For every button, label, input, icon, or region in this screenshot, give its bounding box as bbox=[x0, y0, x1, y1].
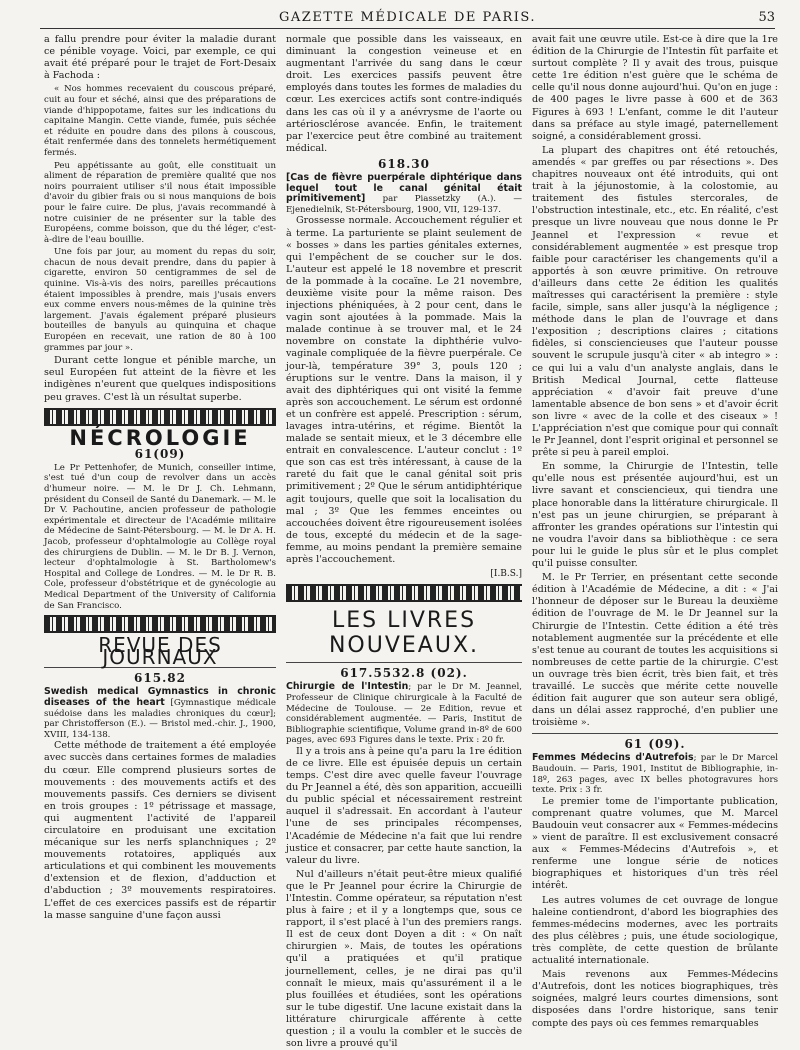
section-title-line: NOUVEAUX. bbox=[328, 633, 480, 659]
article-heading bbox=[286, 682, 522, 746]
paragraph: Nul d'ailleurs n'était peut-être mieux qualifié que le Pr Jeannel pour écrire la Chirurgie de l'Intestin. Comme opérateur, sa réputation n'est plus à faire ; et il y a longtemps que, sous ce rapport, il s'est placé à l'un des premiers rangs. Il est de ceux dont Doyen a dit : « On naît chirurgien ». Mais, de toutes les opérations qu'il a pratiquées et qu'il pratique journellement, celles, je ne dirai pas qu'il connaît le mieux, mais qu'assurément il a le plus fouillées et étudiées, sont les opérations sur le tube digestif. Une lacune existait dans la littérature chirurgicale afférente à cette question ; il a voulu la combler et le succès de son livre a prouvé qu'il bbox=[286, 868, 522, 1050]
quote-paragraph: « Nos hommes recevaient du couscous préparé, cuit au four et séché, ainsi que des préparations de viande d'hippopotame, faites sur les indications du capitaine Mangin. Cette viande, fumée, puis séchée et réduite en poudre dans des pilons à couscous, était renfermée dans des tonnelets hermétiquement fermés. bbox=[44, 84, 276, 158]
divider bbox=[532, 733, 778, 734]
page-number: 53 bbox=[758, 10, 775, 25]
article-title: Femmes Médecins d'Autrefois bbox=[532, 752, 694, 764]
paragraph: Mais revenons aux Femmes-Médecins d'Autrefois, dont les notices biographiques, très soignées, malgré leurs courtes dimensions, sont disposées dans l'ordre historique, sans tenir compte des pays où ces femmes remarquables bbox=[532, 969, 778, 1029]
section-title-necrologie: NÉCROLOGIE bbox=[69, 425, 251, 450]
paragraph: En somme, la Chirurgie de l'Intestin, telle qu'elle nous est présentée aujourd'hui, est un livre savant et consciencieux, qui tiendra une place honorable dans la littérature chirurgicale. Il n'est pas un jeune chirurgien, se préparant à affronter les grandes opérations sur l'intestin qui ne voudra l'avoir dans sa bibliothèque : ce sera pour lui le guide le plus sûr et le plus complet qu'il puisse consulter. bbox=[532, 461, 778, 570]
quote-paragraph: Une fois par jour, au moment du repas du soir, chacun de nous devait prendre, dans du papier à cigarette, environ 50 centigrammes de sel de quinine. Vis-à-vis des noirs, pareilles précautions étaient impossibles à prendre, mais j'usais envers eux comme envers nous-mêmes de la quinine très largement. J'avais également préparé plusieurs bouteilles de banyuls au quinquina et chaque Européen en recevait, une ration de 80 à 100 grammes par jour ». bbox=[44, 247, 276, 353]
article-title: [Cas de fièvre puerpérale diphtérique dans lequel tout le canal génital était primitivement] bbox=[286, 172, 522, 205]
section-number: 617.5532.8 (02). bbox=[340, 666, 468, 681]
paragraph: normale que possible dans les vaisseaux, en diminuant la congestion veineuse et en augmentant l'arrivée du sang dans le cœur droit. Les exercices passifs peuvent être employés dans toutes les formes de maladies du cœur. Les exercices actifs sont contre-indiqués dans les cas où il y a anévrysme de l'aorte ou artériosclérose avancée. Enfin, le traitement par l'exercice peut être combiné au traitement médical. bbox=[286, 34, 522, 154]
paragraph: M. le Pr Terrier, en présentant cette seconde édition à l'Académie de Médecine, a dit : « J'ai l'honneur de déposer sur le Bureau la deuxième édition de l'ouvrage de M. le Dr Jeannel sur la Chirurgie de l'Intestin. Cette édition a été très notablement augmentée sur la précédente et elle s'est tenue au courant de toutes les acquisitions si nombreuses de cette partie de la chirurgie. C'est un ouvrage très bien écrit, très bien fait, et très travaillé. Le succès que mérite cette nouvelle édition fait augurer que son auteur sera obligé, dans un délai assez rapproché, d'en publier une troisième ». bbox=[532, 572, 778, 729]
paragraph: avait fait une œuvre utile. Est-ce à dire que la 1re édition de la Chirurgie de l'Intestin fût parfaite et surtout complète ? Il y avait des trous, puisque cette 1re édition n'est guère que le schéma de celle qu'il nous donne aujourd'hui. Qu'on en juge : de 400 pages le livre passe à 600 et de 363 Figures à 693 ! L'enfant, comme le dit l'auteur dans sa préface au style imagé, paternellement soigné, a considérablement grossi. bbox=[532, 34, 778, 142]
section-number: 615.82 bbox=[134, 671, 186, 686]
article-title: Swedish medical Gymnastics in chronic diseases of the heart bbox=[44, 686, 276, 708]
signature: [I.B.S.] bbox=[490, 569, 522, 580]
article-heading bbox=[286, 173, 522, 215]
paragraph: Cette méthode de traitement a été employée avec succès dans certaines formes de maladies du cœur. Elle comprend plusieurs sortes de mouvements : des mouvements actifs et des mouvements passifs. Ces derniers se divisent en trois groupes : 1º pétrissage et massage, qui augmentent l'activité de l'appareil circulatoire en produisant une excitation mécanique sur les nerfs splanchniques ; 2º mouvements rotatoires, appliqués aux articulations et qui combinent les mouvements d'extension et de flexion, d'adduction et d'abduction ; 3º mouvements respiratoires. L'effet de ces exercices passifs est de répartir la masse sanguine d'une façon aussi bbox=[44, 740, 276, 921]
quote-paragraph: Peu appétissante au goût, elle constituait un aliment de réparation de première qualité que nos noirs pourraient utiliser s'il nous était impossible d'avoir du gibier frais ou si nous manquions de bois pour le faire cuire. De plus, j'avais recommandé à notre cuisinier de ne présenter sur la table des Européens, comme boisson, que du thé léger, c'est-à-dire de l'eau bouillie. bbox=[44, 160, 276, 245]
article-reference: ; par le Dr Marcel Baudouin. — Paris, 1901, Institut de Bibliographie, in-18º, 263 pages, avec IX belles photogravures hors texte. Prix : 3 fr. bbox=[532, 753, 778, 796]
paragraph: Les autres volumes de cet ouvrage de longue haleine contiendront, d'abord les biographies des femmes-médecins modernes, avec les portraits des plus célèbres ; puis, une étude sociologique, très complète, de cette question de brûlante actualité internationale. bbox=[532, 894, 778, 967]
section-title-revue: REVUE DES JOURNAUX bbox=[98, 633, 222, 670]
paragraph: Durant cette longue et pénible marche, un seul Européen fut atteint de la fièvre et les indigènes n'eurent que quelques indispositions peu graves. C'est là un résultat superbe. bbox=[44, 355, 276, 403]
section-number: 618.30 bbox=[378, 156, 430, 171]
paragraph: Grossesse normale. Accouchement régulier et à terme. La parturiente se plaint seulement de « bosses » dans les parties génitales externes, qui l'empêchent de se coucher sur le dos. L'auteur est appelé le 18 novembre et prescrit de la pommade à la cocaïne. Le 21 novembre, deuxième visite pour la même raison. Des injections phéniquées, à 2 pour cent, dans le vagin sont ajoutées à la pommade. Mais la malade continue à se trouver mal, et le 24 novembre on constate la diphthérie vulvo-vaginale compliquée de la fièvre puerpérale. Ce jour-là, température 39° 3, pouls 120 ; éruptions sur le ventre. Dans la maison, il y avait des diphtériques qui ont visité la femme après son accouchement. Le sérum est ordonné et un confrère est appelé. Prescription : sérum, lavages intra-utérins, et régime. Bientôt la malade se sentait mieux, et le 3 décembre elle entrait en convalescence. L'auteur conclut : 1º que son cas est très intéressant, à cause de la rareté du fait que le canal génital soit pris primitivement ; 2º Que le sérum antidiphtérique agit toujours, quelle que soit la localisation du mal ; 3º Que les femmes enceintes ou accouchées doivent être rigoureusement isolées de tous, excepté du médecin et de la sage-femme, au moins pendant la première semaine après l'accouchement. bbox=[286, 215, 522, 566]
paragraph: Le premier tome de l'importante publication, comprenant quatre volumes, que M. Marcel Baudouin veut consacrer aux « Femmes-médecins » vient de paraître. Il est exclusivement consacré aux « Femmes-Médecins d'Autrefois », et renferme une longue série de notices biographiques et historiques d'un très réel intérêt. bbox=[532, 795, 778, 892]
page-header bbox=[40, 8, 775, 29]
column-right bbox=[532, 34, 778, 1029]
article-heading bbox=[44, 687, 276, 740]
ornament-band bbox=[286, 584, 522, 602]
paragraph: La plupart des chapitres ont été retouchés, amendés « par greffes ou par résections ». Des chapitres nouveaux ont été introduits, qui ont trait à la jéjunostomie, à la colostomie, au traitement des fistules stercorales, de l'obstruction intestinale, etc., etc. En réalité, c'est presque un livre nouveau que nous donne le Pr Jeannel et l'expression « revue et considérablement augmentée » est presque trop faible pour caractériser les changements qu'il a apportés à son œuvre primitive. On retrouve d'ailleurs dans cette 2e édition les qualités maîtresses qui caractérisent la première : style facile, simple, sans aller jusqu'à la négligence ; méthode dans le plan de l'ouvrage et dans l'exposition ; descriptions claires ; citations fidèles, si consciencieuses que l'auteur pousse souvent le scrupule jusqu'à citer « ab integro » : ce qui lui a valu d'un analyste anglais, dans le British Medical Journal, cette flatteuse appréciation « d'avoir fait preuve d'une lamentable absence de bon sens » et d'avoir écrit son livre « avec de la colle et des ciseaux » ! L'appréciation n'est que comique pour qui connaît le Pr Jeannel, dont l'esprit original et personnel se prête si peu à pareil emploi. bbox=[532, 144, 778, 459]
ornament-band bbox=[44, 408, 276, 426]
section-number: 61 (09). bbox=[624, 737, 686, 752]
article-heading bbox=[532, 753, 778, 795]
column-left bbox=[44, 34, 276, 974]
divider bbox=[286, 662, 522, 663]
journal-title: GAZETTE MÉDICALE DE PARIS. bbox=[279, 10, 536, 25]
section-title-livres bbox=[286, 608, 522, 658]
column-middle bbox=[286, 34, 522, 1050]
article-reference: ; par le Dr M. Jeannel, Professeur de Clinique chirurgicale à la Faculté de Médecine de Toulouse. — 2e Edition, revue et considérablement augmentée. — Paris, Institut de Bibliographie scientifique, Volume grand in-8º de 600 pages, avec 693 Figures dans le texte. Prix : 20 fr. bbox=[286, 682, 522, 746]
article-title: Chirurgie de l'Intestin bbox=[286, 681, 409, 693]
article-reference: par Piassetzky (A.). — Ejenedielnik, St-Pétersbourg, 1900, VII, 129-137. bbox=[286, 194, 522, 215]
paragraph: a fallu prendre pour éviter la maladie durant ce pénible voyage. Voici, par exemple, ce qui avait été préparé pour le trajet de Fort-Desaix à Fachoda : bbox=[44, 34, 276, 82]
section-title-line: LES LIVRES bbox=[331, 608, 477, 634]
paragraph: Il y a trois ans à peine qu'a paru la 1re édition de ce livre. Elle est épuisée depuis un certain temps. C'est dire avec quelle faveur l'ouvrage du Pr Jeannel a été, dès son apparition, accueilli du public spécial et nécessairement restreint auquel il s'adressait. En accordant à l'auteur l'une de ses principales récompenses, l'Académie de Médecine n'a fait que lui rendre justice et consacrer, par cette haute sanction, la valeur du livre. bbox=[286, 745, 522, 866]
article-reference: [Gymnastique médicale suédoise dans les maladies chroniques du cœur]; par Christofferson (E.). — Bristol med.-chir. J., 1900, XVIII, 134-138. bbox=[44, 697, 277, 740]
ornament-band bbox=[44, 615, 276, 633]
necrology-text: Le Pr Pettenhofer, de Munich, conseiller intime, s'est tué d'un coup de revolver dans un accès d'humeur noire. — M. le Dr J. Ch. Lehmann, président du Conseil de Santé du Danemark. — M. le Dr V. Pachoutine, ancien professeur de pathologie expérimentale et directeur de l'Académie militaire de Médecine de Saint-Pétersbourg. — M. le Dr A. H. Jacob, professeur d'ophtalmologie au Collège royal des chirurgiens de Dublin. — M. le Dr B. J. Vernon, lecteur d'ophtalmologie à St. Bartholomew's Hospital and College de Londres. — M. le Dr R. B. Cole, professeur d'obstétrique et de gynécologie au Medical Department of the University of California de San Francisco. bbox=[44, 462, 276, 611]
section-number: 61(09) bbox=[134, 446, 186, 461]
